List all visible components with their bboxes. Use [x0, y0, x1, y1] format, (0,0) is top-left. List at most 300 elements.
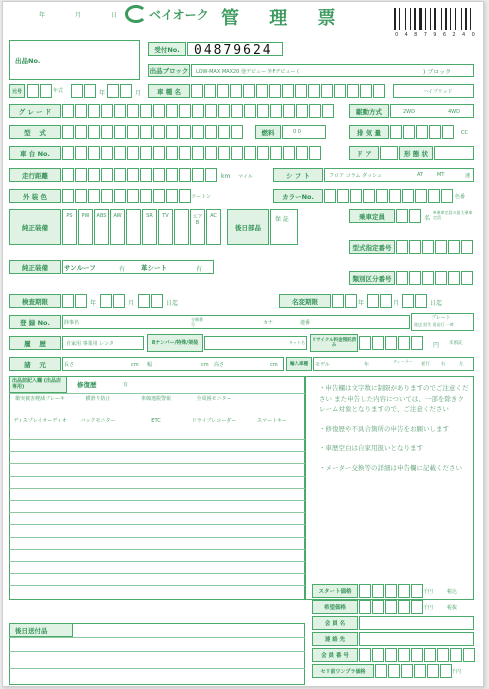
input-cell[interactable] — [114, 168, 126, 182]
write-line — [9, 500, 305, 501]
option-item[interactable]: 横滑り防止 — [85, 396, 111, 402]
input-cell[interactable] — [62, 168, 74, 182]
start-price-label: スタート価格 — [312, 584, 358, 598]
input-cell[interactable] — [204, 84, 216, 98]
type-cells[interactable] — [62, 125, 244, 139]
option-item[interactable]: 衝突被害軽減ブレーキ — [15, 396, 65, 402]
length-cm: cm — [131, 362, 139, 368]
width-label: 幅 — [147, 362, 153, 368]
input-cell[interactable] — [398, 600, 410, 614]
desired-tax: 税抜 — [447, 605, 458, 611]
input-cell[interactable] — [179, 146, 191, 160]
input-cell[interactable] — [415, 189, 427, 203]
barcode-bar — [461, 8, 462, 30]
color-no-cells[interactable] — [324, 189, 454, 203]
displacement-cells[interactable] — [390, 125, 455, 139]
input-cell[interactable] — [231, 146, 243, 160]
input-cell[interactable] — [376, 189, 388, 203]
input-cell[interactable] — [283, 146, 295, 160]
input-cell[interactable] — [62, 189, 74, 203]
input-cell[interactable] — [385, 600, 397, 614]
barcode-bar — [455, 8, 456, 30]
barcode-bar — [452, 8, 454, 30]
options-header: 出品前記入欄 (出品店専用) — [12, 378, 62, 390]
input-cell[interactable] — [373, 84, 385, 98]
input-cell[interactable] — [244, 146, 256, 160]
input-cell[interactable] — [75, 168, 87, 182]
input-cell[interactable] — [231, 104, 243, 118]
km-unit: km — [221, 173, 231, 180]
input-cell[interactable] — [442, 125, 454, 139]
option-item[interactable]: ディスプレイオーディオ — [13, 418, 67, 424]
barcode-bar — [417, 8, 418, 30]
input-cell[interactable] — [461, 271, 473, 285]
input-cell[interactable] — [153, 189, 165, 203]
input-cell[interactable] — [359, 584, 371, 598]
equipment-cell[interactable]: PS — [62, 209, 77, 245]
mileage-cells[interactable] — [62, 168, 218, 182]
plate-label: プレート — [431, 315, 451, 321]
member-no-cells[interactable] — [359, 648, 476, 662]
name-change-month[interactable] — [367, 294, 393, 308]
input-cell[interactable] — [270, 104, 282, 118]
input-cell[interactable] — [218, 125, 230, 139]
input-cell[interactable] — [140, 168, 152, 182]
input-cell[interactable] — [398, 336, 410, 350]
input-cell[interactable] — [191, 84, 203, 98]
input-cell[interactable] — [101, 168, 113, 182]
input-cell[interactable] — [166, 146, 178, 160]
input-cell[interactable] — [192, 104, 204, 118]
barcode-bar — [394, 8, 396, 30]
shift-label: シ フ ト — [273, 168, 323, 182]
note-3: ・車歴空白は自家用扱いとなります — [319, 444, 423, 452]
contact-field[interactable] — [359, 632, 474, 646]
sunroof-value: 有 — [119, 266, 126, 273]
right-handle: 右 — [441, 362, 446, 367]
input-cell[interactable] — [309, 104, 321, 118]
input-cell[interactable] — [75, 146, 87, 160]
input-cell[interactable] — [350, 189, 362, 203]
brand-name: ベイオーク — [149, 7, 209, 22]
history-options: 自家用 事業用 レンタ — [66, 341, 114, 347]
input-cell[interactable] — [153, 104, 165, 118]
input-cell[interactable] — [403, 125, 415, 139]
write-line — [9, 476, 305, 477]
desired-price-cells[interactable] — [359, 600, 424, 614]
input-cell[interactable] — [296, 104, 308, 118]
input-cell[interactable] — [101, 146, 113, 160]
input-cell[interactable] — [179, 104, 191, 118]
input-cell[interactable] — [88, 104, 100, 118]
input-cell[interactable] — [88, 146, 100, 160]
input-cell[interactable] — [409, 240, 421, 254]
input-cell[interactable] — [398, 584, 410, 598]
member-field[interactable] — [359, 616, 474, 630]
year-cells[interactable] — [71, 84, 97, 98]
input-cell[interactable] — [363, 189, 375, 203]
start-tax: 税込 — [447, 589, 458, 595]
equipment-cell[interactable]: エアB — [190, 209, 205, 245]
input-cell[interactable] — [166, 189, 178, 203]
category-cells[interactable] — [396, 271, 474, 285]
name-change-label: 名変期限 — [279, 294, 331, 308]
input-cell[interactable] — [153, 146, 165, 160]
input-cell[interactable] — [385, 336, 397, 350]
equipment-cell[interactable]: AC — [206, 209, 221, 245]
input-cell[interactable] — [429, 125, 441, 139]
kana-label: カナ — [263, 320, 274, 326]
input-cell[interactable] — [205, 168, 217, 182]
inspection-year[interactable] — [62, 294, 88, 308]
barcode-bar — [434, 8, 436, 30]
input-cell[interactable] — [337, 189, 349, 203]
input-cell[interactable] — [422, 240, 434, 254]
input-cell[interactable] — [296, 146, 308, 160]
model-designation-cells[interactable] — [396, 240, 474, 254]
insp-d: 日迄 — [166, 300, 179, 307]
start-price-cells[interactable] — [359, 584, 424, 598]
cc-unit: CC — [461, 130, 468, 136]
input-cell[interactable] — [427, 664, 439, 678]
exterior-color-cells[interactable] — [62, 189, 192, 203]
brand-mark-icon — [125, 5, 147, 23]
input-cell[interactable] — [428, 189, 440, 203]
input-cell[interactable] — [450, 648, 462, 662]
input-cell[interactable] — [411, 648, 423, 662]
equipment-cell[interactable] — [174, 209, 189, 245]
input-cell[interactable] — [88, 189, 100, 203]
desired-unit: 千円 — [423, 605, 434, 611]
write-line — [9, 524, 305, 525]
door-label: ド ア — [349, 146, 379, 160]
input-cell[interactable] — [114, 104, 126, 118]
plate-sub: 陸送 紛失 再発行 一時 — [414, 322, 454, 327]
equipment-cell[interactable]: PW — [78, 209, 93, 245]
write-line — [9, 439, 305, 440]
note-4: ・メーター交換等の詳細は申告欄に記載ください — [319, 463, 462, 472]
input-cell[interactable] — [62, 104, 74, 118]
shift-mt: MT — [437, 172, 445, 178]
accept-no-label: 受付No. — [148, 42, 186, 56]
input-cell[interactable] — [461, 240, 473, 254]
input-cell[interactable] — [401, 664, 413, 678]
write-line — [9, 512, 305, 513]
model-name-cells[interactable] — [191, 84, 386, 98]
input-cell[interactable] — [62, 125, 74, 139]
equipment-cell[interactable]: AW — [110, 209, 125, 245]
input-cell[interactable] — [435, 271, 447, 285]
option-item[interactable]: バックモニター — [80, 418, 116, 424]
barcode-bar — [445, 8, 447, 30]
shift-options: フロア コラム ダッシュ — [329, 173, 383, 179]
model-designation-label: 型式指定番号 — [349, 240, 395, 254]
parallel-label: 並行 — [421, 362, 430, 367]
chassis-label: 車 台 No. — [9, 146, 61, 160]
inspection-day[interactable] — [138, 294, 164, 308]
nc-m: 月 — [393, 300, 400, 307]
input-cell[interactable] — [321, 84, 333, 98]
serial-label: 連番 — [300, 320, 311, 326]
contact-label: 連 絡 先 — [312, 632, 358, 646]
page-title: 管 理 票 — [221, 8, 348, 29]
chassis-cells[interactable] — [62, 146, 322, 160]
input-cell[interactable] — [409, 271, 421, 285]
input-cell[interactable] — [347, 84, 359, 98]
input-cell[interactable] — [416, 125, 428, 139]
reg-no-field[interactable] — [62, 315, 410, 329]
input-cell[interactable] — [230, 84, 242, 98]
not-deposited: 未預託 — [449, 341, 463, 346]
spec-label: 諸 元 — [9, 357, 61, 371]
insp-m: 月 — [128, 300, 135, 307]
input-cell[interactable] — [463, 648, 475, 662]
barcode-bar — [410, 8, 411, 30]
model-label: モデル — [315, 362, 330, 368]
input-cell[interactable] — [75, 189, 87, 203]
input-cell[interactable] — [127, 104, 139, 118]
barcode-bar — [441, 8, 442, 30]
option-item[interactable]: 全周囲モニター — [196, 396, 232, 402]
input-cell[interactable] — [448, 240, 460, 254]
capacity-note: ※乗車定員の最大乗車定員 — [433, 210, 473, 220]
input-cell[interactable] — [88, 168, 100, 182]
option-item[interactable]: ETC — [151, 418, 161, 424]
option-item[interactable]: 車線逸脱警報 — [140, 396, 171, 402]
input-cell[interactable] — [127, 125, 139, 139]
seat-value: 有 — [196, 266, 203, 273]
month-cells[interactable] — [107, 84, 133, 98]
input-cell[interactable] — [398, 648, 410, 662]
input-cell[interactable] — [88, 125, 100, 139]
input-cell[interactable] — [396, 240, 408, 254]
barcode-bar — [405, 8, 406, 30]
input-cell[interactable] — [424, 648, 436, 662]
note-2: ・修復歴や不具合箇所の申告をお願いします — [319, 424, 449, 433]
input-cell[interactable] — [166, 168, 178, 182]
input-cell[interactable] — [179, 189, 191, 203]
input-cell[interactable] — [127, 189, 139, 203]
input-cell[interactable] — [359, 600, 371, 614]
input-cell[interactable] — [257, 104, 269, 118]
input-cell[interactable] — [322, 104, 334, 118]
input-cell[interactable] — [153, 168, 165, 182]
input-cell[interactable] — [257, 146, 269, 160]
barcode-bar — [401, 8, 404, 30]
block-label: 出品ブロック — [148, 64, 190, 77]
input-cell[interactable] — [309, 146, 321, 160]
input-cell[interactable] — [62, 146, 74, 160]
later-line-1 — [9, 637, 305, 638]
input-cell[interactable] — [270, 146, 282, 160]
input-cell[interactable] — [359, 648, 371, 662]
input-cell[interactable] — [402, 189, 414, 203]
input-cell[interactable] — [218, 146, 230, 160]
input-cell[interactable] — [375, 664, 387, 678]
mile-unit: マイル — [238, 174, 253, 180]
input-cell[interactable] — [244, 104, 256, 118]
input-cell[interactable] — [243, 84, 255, 98]
barcode-bar — [437, 8, 440, 30]
input-cell[interactable] — [359, 336, 371, 350]
input-cell[interactable] — [205, 104, 217, 118]
input-cell[interactable] — [324, 189, 336, 203]
input-cell[interactable] — [127, 146, 139, 160]
barcode-bar — [448, 8, 449, 30]
equipment-cell[interactable] — [126, 209, 141, 245]
input-cell[interactable] — [411, 600, 423, 614]
input-cell[interactable] — [372, 648, 384, 662]
inspection-label: 検査期限 — [9, 294, 61, 308]
nc-y: 年 — [358, 300, 365, 307]
write-line — [9, 451, 305, 452]
shape-label: 形 態 状 — [399, 146, 433, 160]
input-cell[interactable] — [411, 584, 423, 598]
later-line-3 — [9, 668, 305, 669]
input-cell[interactable] — [295, 84, 307, 98]
barcode-bar — [430, 8, 431, 30]
name-change-year[interactable] — [332, 294, 358, 308]
input-cell[interactable] — [205, 125, 217, 139]
input-cell[interactable] — [435, 240, 447, 254]
input-cell[interactable] — [390, 125, 402, 139]
input-cell[interactable] — [140, 189, 152, 203]
category-label: 類別区分番号 — [349, 271, 395, 285]
input-cell[interactable] — [75, 104, 87, 118]
write-line — [9, 537, 305, 538]
desired-price-label: 希望価格 — [312, 600, 358, 614]
capacity-unit: 名 — [424, 215, 431, 222]
equipment-cell[interactable]: TV — [158, 209, 173, 245]
month-m: 月 — [135, 90, 142, 97]
input-cell[interactable] — [372, 584, 384, 598]
input-cell[interactable] — [192, 168, 204, 182]
member-label: 会 員 名 — [312, 616, 358, 630]
input-cell[interactable] — [101, 104, 113, 118]
input-cell[interactable] — [218, 104, 230, 118]
equipment-cell[interactable]: ABS — [94, 209, 109, 245]
insp-y: 年 — [90, 300, 97, 307]
era-label: 元号 — [9, 84, 25, 98]
input-cell[interactable] — [441, 189, 453, 203]
input-cell[interactable] — [385, 584, 397, 598]
input-cell[interactable] — [192, 146, 204, 160]
input-cell[interactable] — [389, 189, 401, 203]
input-cell[interactable] — [448, 271, 460, 285]
barcode-bar — [465, 8, 467, 30]
input-cell[interactable] — [114, 189, 126, 203]
input-cell[interactable] — [422, 271, 434, 285]
member-no-label: 会 員 番 号 — [312, 648, 358, 662]
input-cell[interactable] — [127, 168, 139, 182]
nc-d: 日迄 — [430, 300, 443, 307]
year-unit: 年式 — [53, 88, 64, 94]
input-cell[interactable] — [256, 84, 268, 98]
barcode-bar — [399, 8, 400, 30]
block-options: LOW-MAX MAX20 他デビュー 外Fデビュー ( — [196, 69, 299, 75]
input-cell[interactable] — [140, 104, 152, 118]
input-cell[interactable] — [231, 125, 243, 139]
input-cell[interactable] — [372, 336, 384, 350]
sunroof-label: サンルーフ — [64, 264, 96, 272]
input-cell[interactable] — [411, 336, 423, 350]
name-change-day[interactable] — [402, 294, 428, 308]
fuel-field[interactable] — [282, 125, 326, 139]
input-cell[interactable] — [283, 104, 295, 118]
input-cell[interactable] — [414, 664, 426, 678]
repair-value: 有 — [123, 382, 129, 388]
twotone-label: ツートン — [191, 194, 212, 200]
barcode-bar — [470, 8, 471, 30]
aftermarket-label: 後日部品 — [227, 209, 269, 245]
input-cell[interactable] — [334, 84, 346, 98]
option-item[interactable]: ドライブレコーダー — [191, 418, 237, 424]
option-item[interactable]: スマートキー — [257, 418, 287, 424]
recycle-cells[interactable] — [359, 336, 424, 350]
input-cell[interactable] — [360, 84, 372, 98]
shift-at: AT — [417, 172, 424, 178]
input-cell[interactable] — [192, 125, 204, 139]
kit-label: キット名 — [289, 340, 305, 345]
era-cells[interactable] — [27, 84, 53, 98]
input-cell[interactable] — [437, 648, 449, 662]
input-cell[interactable] — [396, 271, 408, 285]
input-cell[interactable] — [388, 664, 400, 678]
fuel-label: 燃料 — [255, 125, 281, 139]
mileage-label: 走行距離 — [9, 168, 61, 182]
input-cell[interactable] — [179, 168, 191, 182]
input-cell[interactable] — [75, 125, 87, 139]
spec-field[interactable] — [62, 357, 284, 371]
hybrid-label: ハイブリッド — [423, 89, 453, 95]
input-cell[interactable] — [101, 189, 113, 203]
grade-cells[interactable] — [62, 104, 335, 118]
equipment-cells[interactable] — [62, 209, 222, 245]
door-field[interactable] — [380, 146, 398, 160]
input-cell[interactable] — [114, 146, 126, 160]
input-cell[interactable] — [269, 84, 281, 98]
block-suffix: ) ブロック — [423, 69, 452, 76]
input-cell[interactable] — [140, 146, 152, 160]
shape-field[interactable] — [434, 146, 474, 160]
recycle-label: リサイクル料金預託済み — [310, 334, 358, 352]
input-cell[interactable] — [385, 648, 397, 662]
year-y: 年 — [99, 90, 106, 97]
height-label: 高さ — [214, 362, 225, 368]
input-cell[interactable] — [140, 125, 152, 139]
input-cell[interactable] — [217, 84, 229, 98]
barcode-bar — [432, 8, 433, 30]
input-cell[interactable] — [205, 146, 217, 160]
brand-logo — [125, 5, 209, 23]
capacity-cells[interactable] — [396, 209, 422, 223]
history-label: 履 歴 — [9, 336, 61, 350]
input-cell[interactable] — [166, 125, 178, 139]
input-cell[interactable] — [153, 125, 165, 139]
flat-price-cells[interactable] — [375, 664, 453, 678]
input-cell[interactable] — [308, 84, 320, 98]
equipment-cell[interactable]: SR — [142, 209, 157, 245]
input-cell[interactable] — [282, 84, 294, 98]
input-cell[interactable] — [166, 104, 178, 118]
input-cell[interactable] — [114, 125, 126, 139]
inspection-month[interactable] — [100, 294, 126, 308]
input-cell[interactable] — [101, 125, 113, 139]
input-cell[interactable] — [372, 600, 384, 614]
dealer-label: ディーラー — [393, 359, 413, 364]
write-line — [9, 561, 305, 562]
input-cell[interactable] — [179, 125, 191, 139]
